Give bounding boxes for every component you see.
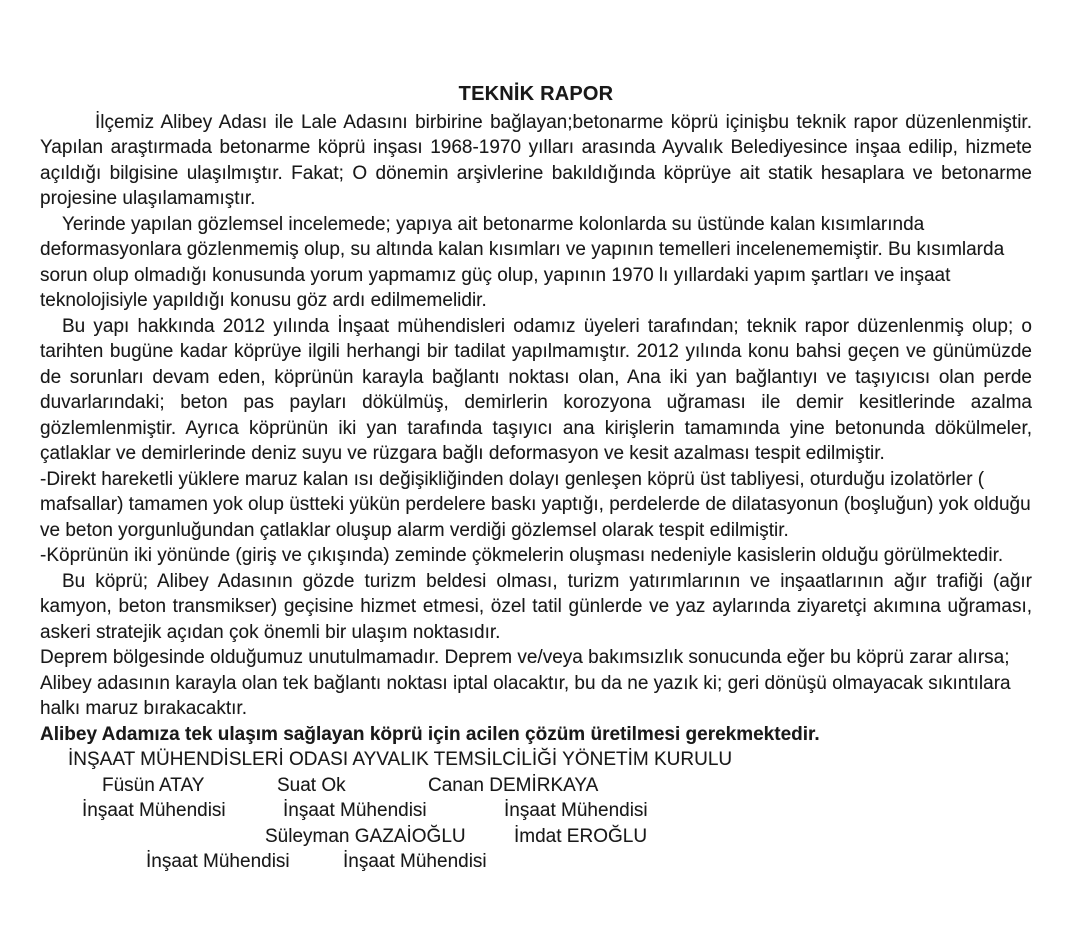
signatory-title: İnşaat Mühendisi bbox=[343, 851, 487, 872]
report-paragraph-inspection: Yerinde yapılan gözlemsel incelemede; yapıya ait betonarme kolonlarda su üstünde kalan kısımlarında deformasyonlara gözlenmemiş olup, su altında kalan kısımları ve yapının temelleri incelenememiştir. Bu kısımlarda sorun olup olmadığı konusunda yorum yapmamız güç olup, yapının 1970 lı yıllardaki yapım şartları ve inşaat teknolojisiyle yapıldığı konusu göz ardı edilmemelidir. bbox=[40, 213, 1005, 311]
report-paragraph-deck-damage: -Direkt hareketli yüklere maruz kalan ısı değişikliğinden dolayı genleşen köprü üst tabliyesi, oturduğu izolatörler ( mafsallar) tamamen yok olup üstteki yükün perdelere baskı yaptığı, perdelerde de dilatasyonun (boşluğun) yok olduğu ve beton yorgunluğundan çatlaklar oluşup alarm verdiği gözlemsel olarak tespit edilmiştir. bbox=[40, 468, 1031, 541]
page-title: TEKNİK RAPOR bbox=[458, 83, 614, 105]
signatory-title: İnşaat Mühendisi bbox=[146, 851, 290, 872]
signatory-name: Süleyman GAZAİOĞLU bbox=[265, 825, 466, 847]
signature-titles-row-1 bbox=[40, 798, 1032, 824]
report-paragraph-earthquake-risk: Deprem bölgesinde olduğumuz unutulmamadır. Deprem ve/veya bakımsızlık sonucunda eğer bu köprü zarar alırsa; Alibey adasının karayla olan tek bağlantı noktası iptal olacaktır, bu da ne yazık ki; geri dönüşü olmayacak sıkıntılara halkı maruz bırakacaktır. bbox=[40, 647, 1011, 719]
signature-titles-row-2 bbox=[40, 849, 1032, 875]
report-paragraph-importance: Bu köprü; Alibey Adasının gözde turizm beldesi olması, turizm yatırımlarının ve inşaatlarının ağır trafiği (ağır kamyon, beton transmikser) geçisine hizmet etmesi, özel tatil günlerde ve yaz aylarında ziyaretçi akımına uğraması, askeri stratejik açıdan çok önemli bir ulaşım noktasıdır. bbox=[40, 570, 1032, 643]
report-body bbox=[40, 82, 1032, 883]
signatory-name: Füsün ATAY bbox=[102, 774, 205, 796]
conclusion-statement: Alibey Adamıza tek ulaşım sağlayan köprü için acilen çözüm üretilmesi gerekmektedir. bbox=[40, 723, 820, 745]
report-paragraph-2012-findings: Bu yapı hakkında 2012 yılında İnşaat mühendisleri odamız üyeleri tarafından; teknik rapor düzenlenmiş olup; o tarihten bugüne kadar köprüye ilgili herhangi bir tadilat yapılmamıştır. 2012 yılında konu bahsi geçen ve günümüzde de sorunları devam eden, köprünün karayla bağlantı noktası olan, Ana iki yan bağlantıyı ve taşıyıcısı olan perde duvarlarındaki; beton pas payları dökülmüş, demirlerin korozyona uğraması ile demir kesitlerinde azalma gözlemlenmiştir. Ayrıca köprünün iki yan tarafında taşıyıcı ana kirişlerin tamamında yine betonunda dökülmeler, çatlaklar ve demirlerinde deniz suyu ve rüzgara bağlı deformasyon ve kesit azalması tespit edilmiştir. bbox=[40, 315, 1032, 464]
report-paragraph-intro: İlçemiz Alibey Adası ile Lale Adasını birbirine bağlayan;betonarme köprü içinişbu teknik rapor düzenlenmiştir. Yapılan araştırmada betonarme köprü inşası 1968-1970 yılları arasında Ayvalık Belediyesince inşaa edilip, hizmete açıldığı bilgisine ulaşılmıştır. Fakat; O dönemin arşivlerine bakıldığında köprüye ait statik hesaplara ve betonarme projesine ulaşılamamıştır. bbox=[40, 111, 1032, 209]
signature-block bbox=[40, 773, 1032, 883]
signatory-title: İnşaat Mühendisi bbox=[82, 800, 226, 821]
signatory-title: İnşaat Mühendisi bbox=[283, 800, 427, 821]
signatory-name: Canan DEMİRKAYA bbox=[428, 774, 599, 796]
signatory-title: İnşaat Mühendisi bbox=[504, 800, 648, 821]
report-paragraph-settlement: -Köprünün iki yönünde (giriş ve çıkışında) zeminde çökmelerin oluşması nedeniyle kasislerin olduğu görülmektedir. bbox=[40, 545, 1004, 566]
signature-names-row-2 bbox=[40, 824, 1032, 850]
signatory-name: Suat Ok bbox=[277, 774, 346, 796]
signature-names-row-1 bbox=[40, 773, 1032, 799]
committee-line: İNŞAAT MÜHENDİSLERİ ODASI AYVALIK TEMSİLCİLİĞİ YÖNETİM KURULU bbox=[68, 749, 733, 770]
signatory-name: İmdat EROĞLU bbox=[514, 825, 648, 847]
